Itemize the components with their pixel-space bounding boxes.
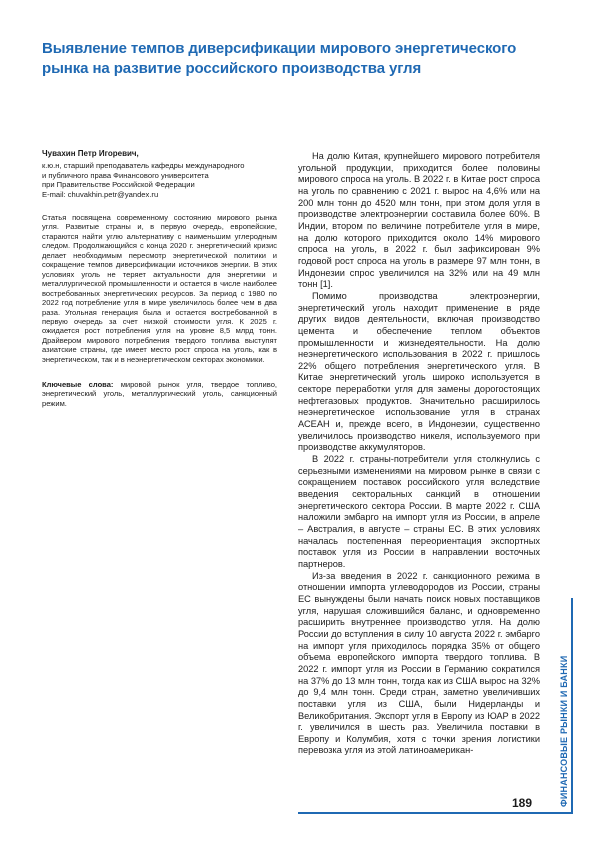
author-email: E-mail: chuvakhin.petr@yandex.ru [42,189,159,199]
article-title: Выявление темпов диверсификации мирового энергетического рынка на развитие российского производства угля [42,40,517,77]
article-body [298,151,540,757]
keywords-text: мировой рынок угля, твердое топливо, энергетический уголь, металлургический уголь, санкционный режим. [42,380,277,408]
author-name: Чувахин Петр Игоревич, [42,149,139,158]
body-paragraph-2: Помимо производства электроэнергии, энергетический уголь находит применение в ряде других видов деятельности, включая производство цемента и обеспечение теплом объектов промышленности и жизнедеятельности. На долю неэнергетического использования в 2022 г. пришлось 22% общего потребления энергетического угля. В Китае энергетический уголь широко используется в секторе переработки угля для замены дорогостоящих нефтегазовых продуктов. Значительно расширилось неэнергетическое использование угля в странах АСЕАН и, прежде всего, в Индонезии, существенно увеличилось производство никеля, используемого при производстве аккумуляторов. [298,290,540,453]
author-position-line1: к.ю.н, старший преподаватель кафедры международного [42,161,245,170]
body-paragraph-1: На долю Китая, крупнейшего мирового потребителя угольной продукции, приходится более половины мирового спроса на уголь. В 2022 г. в Китае рост спроса на уголь по сравнению с 2021 г. вырос на 4,6% или на 200 млн тонн до 4520 млн тонн, при этом доля угля в производстве электроэнергии составила более 60%. В Индии, втором по величине потребителе угля в мире, на долю которого приходится около 14% мирового спроса на уголь, в 2022 г. был зафиксирован 9% годовой рост спроса на уголь в размере 97 млн тонн, в Индонезии спрос увеличился на 32% или на 49 млн тонн [1]. [298,151,540,290]
footer-rule [298,812,573,814]
body-paragraph-4: Из-за введения в 2022 г. санкционного режима в отношении импорта углеводородов из России, страны ЕС вынуждены были начать поиск новых поставщиков угля, нарушая сложившийся баланс, и одновременно расширить внутреннее производство угля. На долю России до вступления в силу 10 августа 2022 г. эмбарго на импорт угля приходилось порядка 35% от общего объема европейского импорта твердого топлива. В 2022 г. импорт угля из России в Германию сократился на 37% до 13 млн тонн, тогда как из США вырос на 32% до 9,4 млн тонн. Среди стран, заметно увеличивших поставки угля из США, были Нидерланды и Великобритания. Экспорт угля в Европу из ЮАР в 2022 г. увеличился в шесть раз. Увеличила поставки в Европу и Колумбия, хотя с точки зрения логистики перевозка угля из этой латиноамерикан- [298,570,540,756]
author-position-line2: и публичного права Финансового университета [42,170,209,180]
keywords-label: Ключевые слова: [42,380,114,389]
keywords [42,380,277,408]
author-position-line3: при Правительстве Российской Федерации [42,180,195,190]
page-number: 189 [512,796,533,810]
section-side-rule [571,598,573,812]
author-block [42,149,292,199]
body-paragraph-3: В 2022 г. страны-потребители угля столкнулись с серьезными изменениями на мировом рынке в связи с сокращением поставок российского угля вследствие введения секторальных санкций в отношении энергетического сектора России. В марте 2022 г. США наложили эмбарго на импорт угля из России, в апреле – Австралия, в августе – страны ЕС. В этих условиях началась постепенная переориентация экспортных поставок угля из России в направлении восточных партнеров. [298,454,540,569]
abstract: Статья посвящена современному состоянию мирового рынка угля. Развитые страны и, в первую очередь, европейские, стараются найти углю альтернативу с наименьшим углеродным следом. Продолжающийся с конца 2020 г. энергетический кризис делает необходимым пересмотр энергетической политики и сокращение темпов диверсификации источников энергии. В этих условиях уголь не теряет актуальности для энергетики и металлургической промышленности и остается в числе наиболее востребованных энергетических ресурсов. За период с 1980 по 2022 год потребление угля в мире увеличилось более чем в два раза. Угольная генерация была и остается востребованной в первую очередь за счет низкой стоимости угля. К 2025 г. ожидается рост потребления угля на уровне 8,5 млрд тонн. Драйвером мирового потребления твердого топлива выступят азиатские страны, где имеет место рост спроса на уголь, как в энергетическом, так и в неэнергетическом секторах экономики. [42,213,277,364]
journal-section-label: ФИНАНСОВЫЕ РЫНКИ И БАНКИ [559,655,569,807]
